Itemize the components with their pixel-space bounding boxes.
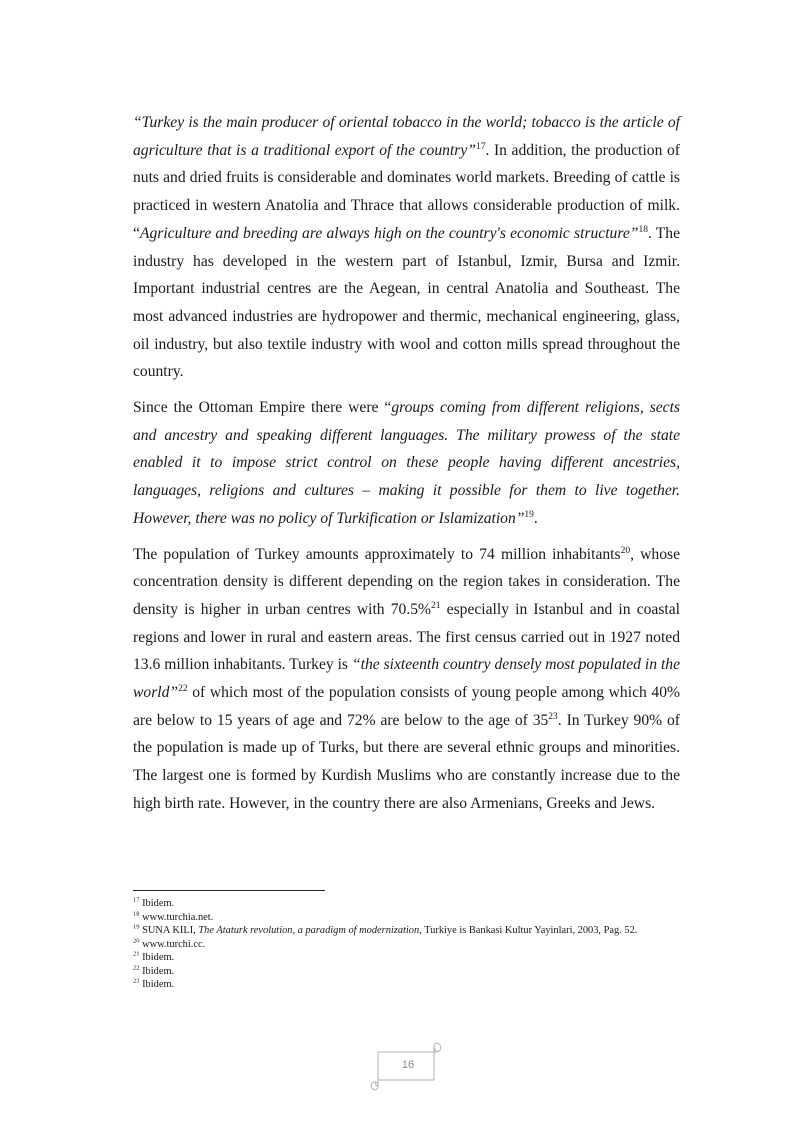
page-number: 16 [401,1059,415,1071]
footnote-ref-19: 19 [524,509,534,520]
quote-groups: groups coming from different religions, sects and ancestry and speaking different languages. The military prowess of the state enabled it to impose strict control on these people having different ancestries, languages, religions and cultures – making it possible for them to live together. However, there was no policy of Turkification or Islamization” [133,399,681,527]
footnote-ref-22: 22 [178,683,188,694]
footnote-number: 22 [133,964,140,972]
footnote-number: 17 [133,896,140,904]
paragraph-economy [133,109,680,386]
text-run: especially in Istanbul and in coastal regions and lower in rural and eastern areas. The first census carried out in 1927 noted 13.6 million inhabitants. Turkey is [133,600,680,674]
footnote-text: Ibidem. [139,965,175,977]
footnote-separator [133,890,325,891]
footnote-text: SUNA KILI, [139,925,199,936]
footnote-19 [133,924,683,938]
footnote-text: Ibidem. [139,952,175,963]
footnote-text: Ibidem. [139,979,175,990]
footnote-ref-17: 17 [475,141,486,152]
footnote-20 [133,938,683,952]
footnote-21 [133,951,683,965]
text-run: of which most of the population consists of young people among which 40% are below to 15 years of age and 72% are below to the age of 35 [133,684,680,729]
footnote-number: 19 [133,923,140,931]
footnote-number: 18 [133,910,140,918]
footnote-text: Ibidem. [139,898,175,909]
main-text [133,109,680,818]
footnote-number: 21 [133,950,140,958]
footnote-book-title: The Ataturk revolution, a paradigm of modernization [198,925,420,936]
footnote-number: 20 [133,937,140,945]
quote-tobacco: “Turkey is the main producer of oriental tobacco in the world; tobacco is the article of agriculture that is a traditional export of the country” [133,114,680,159]
paragraph-ottoman [133,394,680,533]
footnote-ref-21: 21 [431,600,441,611]
footnote-18 [133,911,683,925]
text-run: . The industry has developed in the western part of Istanbul, Izmir, Bursa and Izmir. Important industrial centres are the Aegean, in central Anatolia and Southeast. The most advanced industries are hydropower and thermic, mechanical engineering, glass, oil industry, but also textile industry with wool and cotton mills spread throughout the country. [133,224,681,381]
footnote-ref-18: 18 [638,224,648,235]
quote-agriculture: Agriculture and breeding are always high on the country's economic structure” [139,224,639,242]
footnotes [133,897,683,992]
text-run: The population of Turkey amounts approximately to 74 million inhabitants [133,545,621,563]
text-run: . [533,509,538,527]
text-run: . In addition, the production of nuts and dried fruits is considerable and dominates world markets. Breeding of cattle is practiced in western Anatolia and Thrace that allows considerable production of milk. “ [133,141,680,242]
footnote-22 [133,965,683,979]
footnote-number: 23 [133,977,140,985]
quote-sixteenth: “the sixteenth country densely most populated in the world” [133,656,680,702]
footnote-ref-20: 20 [620,545,631,556]
text-run: . In Turkey 90% of the population is made up of Turks, but there are several ethnic groups and minorities. The largest one is formed by Kurdish Muslims who are constantly increase due to the high birth rate. However, in the country there are also Armenians, Greeks and Jews. [133,711,680,812]
paragraph-population [133,541,680,818]
footnote-17 [133,897,683,911]
footnote-text: , Turkiye is Bankasi Kultur Yayinlari, 2003, Pag. 52. [419,925,638,936]
footnote-ref-23: 23 [548,711,558,722]
footnote-23 [133,978,683,992]
text-run: , whose concentration density is different depending on the region takes in consideration. The density is higher in urban centres with 70.5% [133,545,680,618]
footnote-text: www.turchia.net. [139,911,214,923]
footnote-text: www.turchi.cc. [139,938,206,950]
text-run: Since the Ottoman Empire there were “ [133,399,392,417]
